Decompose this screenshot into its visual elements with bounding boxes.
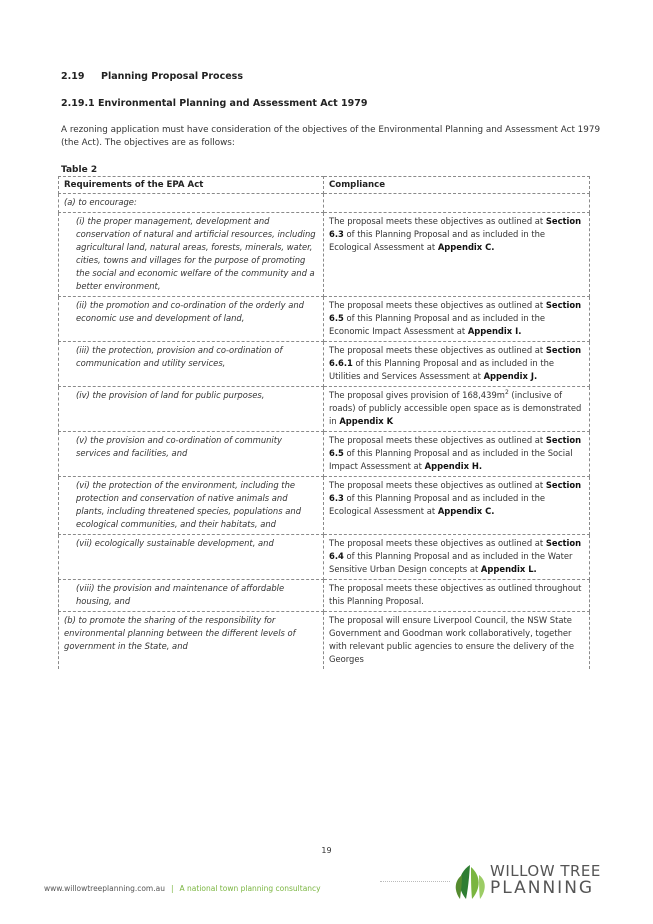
compliance-pre: The proposal gives provision of 168,439m bbox=[329, 390, 505, 400]
compliance-pre: The proposal meets these objectives as outlined at bbox=[329, 538, 546, 548]
footer-tagline: A national town planning consultancy bbox=[179, 884, 321, 893]
compliance-bold2: Appendix J. bbox=[483, 371, 538, 381]
footer-divider bbox=[380, 881, 450, 882]
compliance-pre: The proposal meets these objectives as outlined at bbox=[329, 345, 546, 355]
table-row bbox=[59, 297, 590, 342]
requirement-text: (iii) the protection, provision and co-ordination of communication and utility services, bbox=[76, 345, 283, 368]
table-row bbox=[59, 213, 590, 297]
compliance-cell bbox=[324, 580, 590, 612]
requirement-cell bbox=[59, 194, 324, 213]
compliance-cell bbox=[324, 477, 590, 535]
requirement-cell bbox=[59, 297, 324, 342]
compliance-mid: of this Planning Proposal and as included in the Utilities and Services Assessment at bbox=[329, 358, 555, 381]
table-caption: Table 2 bbox=[61, 165, 98, 175]
requirement-text: (iv) the provision of land for public purposes, bbox=[76, 390, 265, 400]
requirement-text: (i) the proper management, development and conservation of natural and artificial resources, including agricultural land, natural areas, forests, minerals, water, cities, towns and villages for the purpose of promoting the social and economic welfare of the community and a better environment, bbox=[76, 216, 316, 291]
table-row bbox=[59, 535, 590, 580]
compliance-pre: The proposal meets these objectives as outlined throughout this Planning Proposal. bbox=[329, 583, 582, 606]
willow-tree-logo bbox=[452, 861, 622, 903]
requirement-cell bbox=[59, 213, 324, 297]
compliance-bold1: Section 6.6.1 bbox=[329, 345, 582, 368]
compliance-cell bbox=[324, 612, 590, 670]
compliance-bold1: Section 6.5 bbox=[329, 435, 582, 458]
logo-line-2: PLANNING bbox=[490, 878, 595, 898]
requirement-text: (v) the provision and co-ordination of community services and facilities, and bbox=[76, 435, 282, 458]
table-row bbox=[59, 387, 590, 432]
requirement-cell bbox=[59, 387, 324, 432]
epa-requirements-table bbox=[58, 176, 590, 669]
section-heading bbox=[61, 71, 243, 82]
requirement-cell bbox=[59, 612, 324, 670]
compliance-pre: The proposal meets these objectives as outlined at bbox=[329, 300, 546, 310]
compliance-bold1: Section 6.5 bbox=[329, 300, 582, 323]
requirement-cell bbox=[59, 477, 324, 535]
subsection-heading: 2.19.1 Environmental Planning and Assessment Act 1979 bbox=[61, 98, 368, 109]
compliance-cell bbox=[324, 535, 590, 580]
compliance-pre: The proposal will ensure Liverpool Council, the NSW State Government and Goodman work collaboratively, together with relevant public agencies to ensure the delivery of the Georges bbox=[329, 615, 574, 664]
compliance-mid: of this Planning Proposal and as included in the Ecological Assessment at bbox=[329, 493, 546, 516]
compliance-bold1: Section 6.4 bbox=[329, 538, 582, 561]
compliance-bold2: Appendix L. bbox=[480, 564, 537, 574]
requirement-text: (a) to encourage: bbox=[64, 197, 137, 207]
compliance-bold1: Section 6.3 bbox=[329, 480, 582, 503]
compliance-mid: of this Planning Proposal and as included in the Ecological Assessment at bbox=[329, 229, 546, 252]
table-row bbox=[59, 580, 590, 612]
compliance-cell bbox=[324, 297, 590, 342]
compliance-pre: The proposal meets these objectives as outlined at bbox=[329, 480, 546, 490]
compliance-bold1: Section 6.3 bbox=[329, 216, 582, 239]
compliance-bold2: Appendix I. bbox=[467, 326, 522, 336]
requirement-text: (b) to promote the sharing of the responsibility for environmental planning between the different levels of government in the State, and bbox=[64, 615, 296, 651]
compliance-cell bbox=[324, 342, 590, 387]
table-row bbox=[59, 342, 590, 387]
compliance-cell bbox=[324, 387, 590, 432]
table-row bbox=[59, 194, 590, 213]
compliance-mid: (inclusive of roads) of publicly accessible open space as is demonstrated in bbox=[329, 390, 582, 426]
requirement-cell bbox=[59, 342, 324, 387]
compliance-bold2: Appendix H. bbox=[424, 461, 483, 471]
section-title: Planning Proposal Process bbox=[101, 71, 243, 82]
footer-separator: | bbox=[170, 884, 174, 893]
requirement-text: (ii) the promotion and co-ordination of the orderly and economic use and development of land, bbox=[76, 300, 304, 323]
compliance-sup: 2 bbox=[504, 389, 509, 397]
requirement-cell bbox=[59, 535, 324, 580]
table-row bbox=[59, 612, 590, 670]
table-header-row bbox=[59, 177, 590, 194]
requirement-text: (viii) the provision and maintenance of affordable housing, and bbox=[76, 583, 285, 606]
compliance-mid: of this Planning Proposal and as included in the Economic Impact Assessment at bbox=[329, 313, 546, 336]
requirement-cell bbox=[59, 432, 324, 477]
requirement-text: (vi) the protection of the environment, including the protection and conservation of native animals and plants, including threatened species, populations and ecological communities, and their habitats, and bbox=[76, 480, 302, 529]
compliance-bold2: Appendix C. bbox=[437, 506, 495, 516]
header-requirements: Requirements of the EPA Act bbox=[59, 177, 324, 194]
section-number: 2.19 bbox=[61, 71, 85, 82]
compliance-pre: The proposal meets these objectives as outlined at bbox=[329, 435, 546, 445]
intro-paragraph: A rezoning application must have consideration of the objectives of the Environmental Planning and Assessment Act 1979 (the Act). The objectives are as follows: bbox=[61, 125, 601, 148]
footer bbox=[44, 884, 321, 893]
compliance-cell bbox=[324, 213, 590, 297]
table-row bbox=[59, 477, 590, 535]
compliance-cell bbox=[324, 432, 590, 477]
compliance-mid: of this Planning Proposal and as included in the Social Impact Assessment at bbox=[329, 448, 573, 471]
header-compliance: Compliance bbox=[324, 177, 590, 194]
logo-line-1: WILLOW TREE bbox=[490, 862, 601, 880]
compliance-bold2: Appendix K bbox=[339, 416, 394, 426]
page-number: 19 bbox=[321, 846, 332, 855]
compliance-cell bbox=[324, 194, 590, 213]
willow-leaf-icon bbox=[452, 861, 488, 903]
compliance-bold2: Appendix C. bbox=[437, 242, 495, 252]
logo-wordmark bbox=[490, 863, 601, 897]
compliance-mid: of this Planning Proposal and as included in the Water Sensitive Urban Design concepts at bbox=[329, 551, 573, 574]
requirement-text: (vii) ecologically sustainable development, and bbox=[76, 538, 274, 548]
requirement-cell bbox=[59, 580, 324, 612]
table-row bbox=[59, 432, 590, 477]
compliance-pre: The proposal meets these objectives as outlined at bbox=[329, 216, 546, 226]
footer-url[interactable]: www.willowtreeplanning.com.au bbox=[44, 884, 165, 893]
